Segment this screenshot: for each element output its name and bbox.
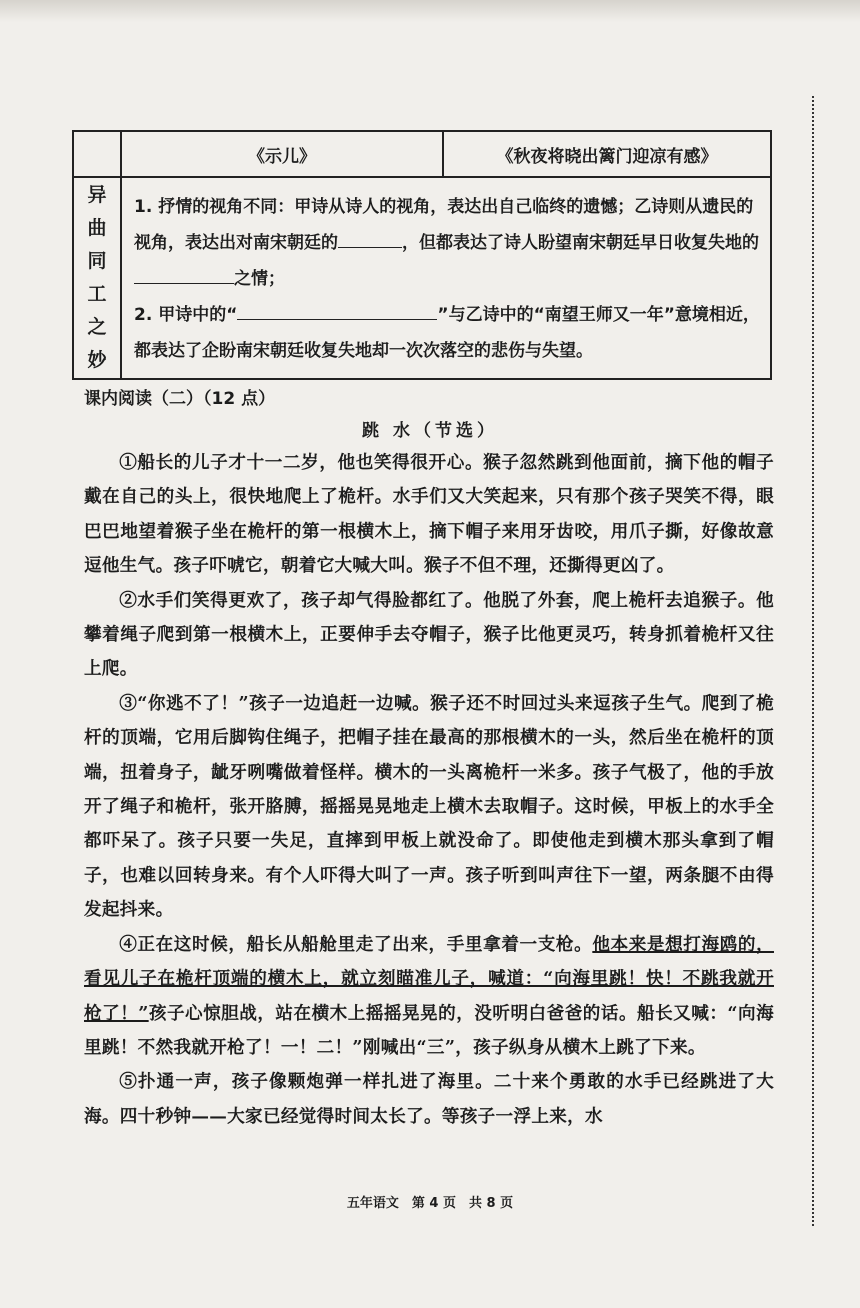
paragraph-4-end: 孩子心惊胆战，站在横木上摇摇晃晃的，没听明白爸爸的话。船长又喊：“向海里跳！不然我就开枪了！一！二！”刚喊出“三”，孩子纵身从横木上跳了下来。	[84, 1002, 775, 1058]
item-1-text-b: ，但都表达了诗人盼望南宋朝廷早日收复失地的	[402, 233, 759, 253]
underlined-sentence: 他本来是想打海鸥的，看见儿子在桅杆顶端的横木上，就立刻瞄准儿子，喊道：“向海里跳！快！不跳我就开枪了！”	[84, 933, 774, 1024]
item-1-text-a: 1. 抒情的视角不同：甲诗从诗人的视角，表达出自己临终的遗憾；乙诗则从遗民的视角，表达出对南宋朝廷的	[134, 197, 754, 253]
article-title: 跳 水（节选）	[362, 421, 498, 441]
side-char: 妙	[87, 349, 107, 371]
header-poem-b: 《秋夜将晓出篱门迎凉有感》	[443, 131, 771, 177]
side-char: 同	[87, 250, 107, 272]
page-footer: 五年语文 第 4 页 共 8 页	[346, 1196, 514, 1211]
section-title: 课内阅读（二）（12 点）	[84, 389, 276, 409]
item-2-text-a: 2. 甲诗中的“	[134, 305, 238, 325]
side-char: 工	[87, 283, 107, 305]
side-char: 之	[87, 316, 107, 338]
paragraph-2: ②水手们笑得更欢了，孩子却气得脸都红了。他脱了外套，爬上桅杆去追猴子。他攀着绳子爬到第一根横木上，正要伸手去夺帽子，猴子比他更灵巧，转身抓着桅杆又往上爬。	[84, 589, 774, 680]
comparison-table	[72, 130, 772, 380]
paragraph-4-start: ④正在这时候，船长从船舱里走了出来，手里拿着一支枪。	[119, 933, 593, 955]
comparison-content	[121, 177, 771, 379]
table-header-row	[73, 131, 771, 177]
item-2	[134, 297, 760, 369]
table-content-row	[73, 177, 771, 379]
item-1	[134, 189, 760, 297]
header-poem-a: 《示儿》	[121, 131, 443, 177]
binding-line	[812, 96, 814, 1226]
answer-blank-1[interactable]	[338, 229, 402, 248]
item-2-text-b: ”与乙诗中的“南望王师又一年”意境相近，都表达了企盼南宋朝廷收复失地却一次次落空的悲伤与失望。	[134, 305, 760, 361]
paragraph-3: ③“你逃不了！”孩子一边追赶一边喊。猴子还不时回过头来逗孩子生气。爬到了桅杆的顶端，它用后脚钩住绳子，把帽子挂在最高的那根横木的一头，然后坐在桅杆的顶端，扭着身子，龇牙咧嘴做着怪样。横木的一头离桅杆一米多。孩子气极了，他的手放开了绳子和桅杆，张开胳膊，摇摇晃晃地走上横木去取帽子。这时候，甲板上的水手全都吓呆了。孩子只要一失足，直摔到甲板上就没命了。即使他走到横木那头拿到了帽子，也难以回转身来。有个人吓得大叫了一声。孩子听到叫声往下一望，两条腿不由得发起抖来。	[84, 692, 774, 921]
item-1-text-c: 之情；	[234, 269, 285, 289]
side-label	[73, 177, 121, 379]
reading-passage	[84, 446, 774, 1134]
side-char: 异	[87, 184, 107, 206]
answer-blank-3[interactable]	[237, 301, 437, 320]
answer-blank-2[interactable]	[134, 265, 234, 284]
corner-cell	[73, 131, 121, 177]
paragraph-5: ⑤扑通一声，孩子像颗炮弹一样扎进了海里。二十来个勇敢的水手已经跳进了大海。四十秒钟——大家已经觉得时间太长了。等孩子一浮上来，水	[84, 1071, 774, 1127]
paragraph-4	[84, 928, 774, 1066]
paragraph-1: ①船长的儿子才十一二岁，他也笑得很开心。猴子忽然跳到他面前，摘下他的帽子戴在自己的头上，很快地爬上了桅杆。水手们又大笑起来，只有那个孩子哭笑不得，眼巴巴地望着猴子坐在桅杆的第一根横木上，摘下帽子来用牙齿咬，用爪子撕，好像故意逗他生气。孩子吓唬它，朝着它大喊大叫。猴子不但不理，还撕得更凶了。	[84, 452, 774, 577]
side-char: 曲	[87, 217, 107, 239]
scan-shadow	[0, 0, 860, 22]
